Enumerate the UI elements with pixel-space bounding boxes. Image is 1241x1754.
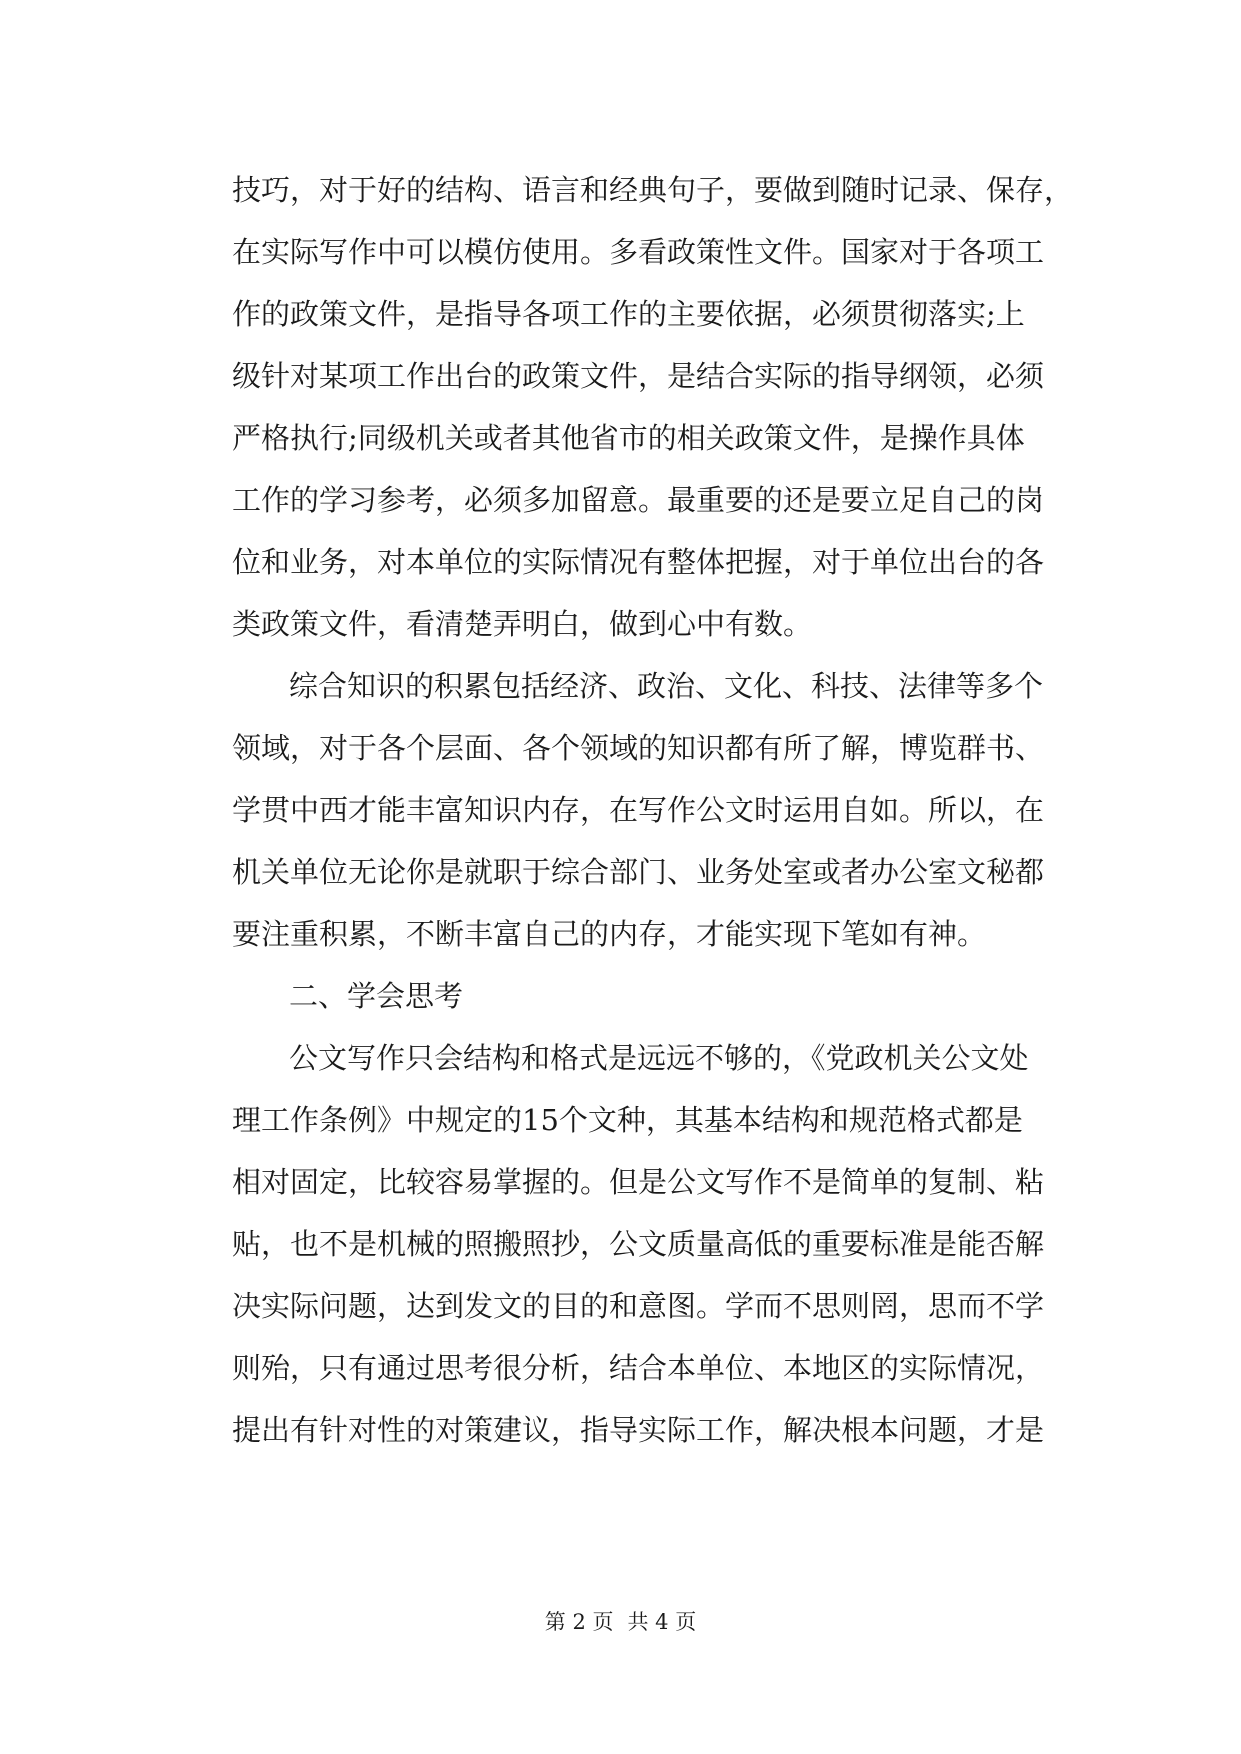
text-line: 则殆，只有通过思考很分析，结合本单位、本地区的实际情况， [232,1351,1045,1385]
text-line: 技巧，对于好的结构、语言和经典句子，要做到随时记录、保存， [232,173,1074,207]
text-line: 类政策文件，看清楚弄明白，做到心中有数。 [232,607,813,641]
text-line: 在实际写作中可以模仿使用。多看政策性文件。国家对于各项工 [232,235,1045,269]
text-line: 位和业务，对本单位的实际情况有整体把握，对于单位出台的各 [232,545,1045,579]
page-number: 第 2 页 [544,1610,614,1634]
text-line: 决实际问题，达到发文的目的和意图。学而不思则罔，思而不学 [232,1289,1045,1323]
text-line: 相对固定，比较容易掌握的。但是公文写作不是简单的复制、粘 [232,1165,1045,1199]
text-line: 作的政策文件，是指导各项工作的主要依据，必须贯彻落实;上 [232,297,1025,331]
text-line: 学贯中西才能丰富知识内存，在写作公文时运用自如。所以，在 [232,793,1045,827]
page-footer [0,1608,1241,1636]
text-line: 贴，也不是机械的照搬照抄，公文质量高低的重要标准是能否解 [232,1227,1045,1261]
section-heading: 二、学会思考 [289,979,464,1013]
text-line: 严格执行;同级机关或者其他省市的相关政策文件，是操作具体 [232,421,1025,455]
text-line: 机关单位无论你是就职于综合部门、业务处室或者办公室文秘都 [232,855,1045,889]
page-total: 共 4 页 [627,1610,697,1634]
text-line: 要注重积累，不断丰富自己的内存，才能实现下笔如有神。 [232,917,987,951]
text-line: 提出有针对性的对策建议，指导实际工作，解决根本问题，才是 [232,1413,1045,1447]
paragraph-first-line: 公文写作只会结构和格式是远远不够的，《党政机关公文处 [289,1041,1029,1075]
text-line: 理工作条例》中规定的15个文种，其基本结构和规范格式都是 [232,1103,1023,1137]
text-line: 工作的学习参考，必须多加留意。最重要的还是要立足自己的岗 [232,483,1045,517]
paragraph-first-line: 综合知识的积累包括经济、政治、文化、科技、法律等多个 [289,669,1044,703]
text-line: 级针对某项工作出台的政策文件，是结合实际的指导纲领，必须 [232,359,1045,393]
text-line: 领域，对于各个层面、各个领域的知识都有所了解，博览群书、 [232,731,1045,765]
